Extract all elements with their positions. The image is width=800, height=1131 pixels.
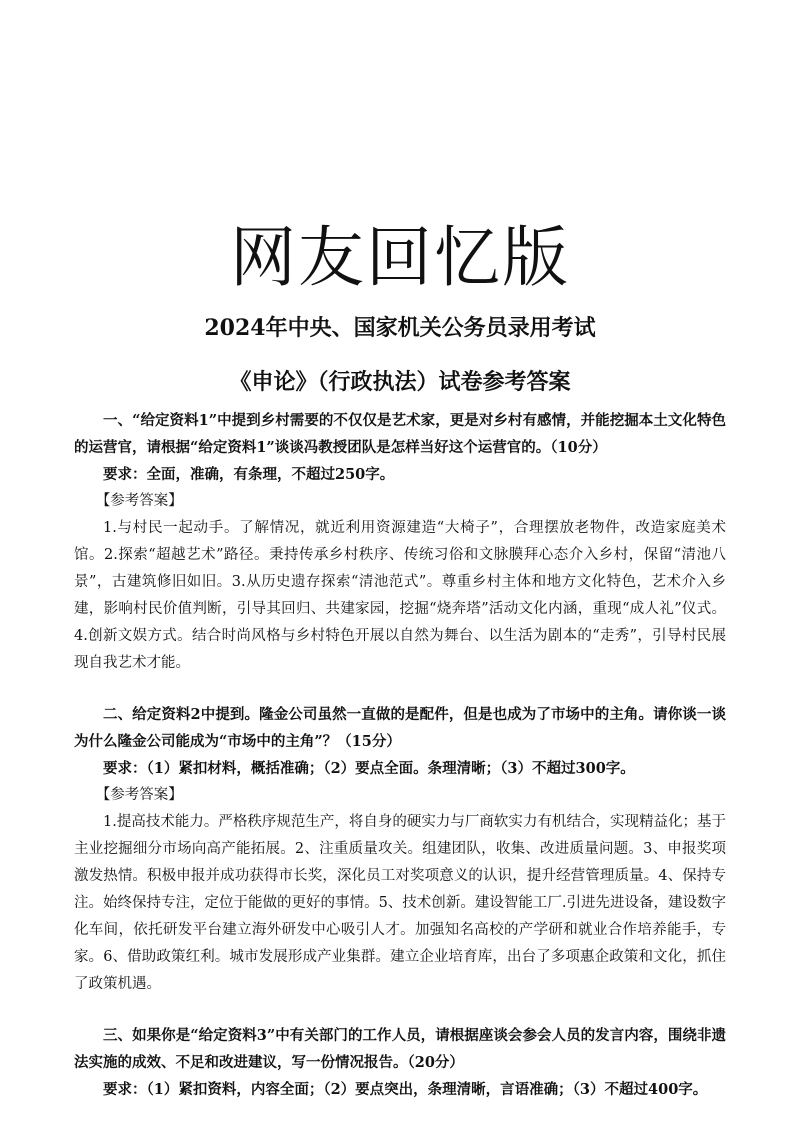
answer-label: 【参考答案】 [95,787,183,803]
question-requirement: 要求：全面，准确，有条理，不超过250字。 [103,466,395,483]
paper-title: 《申论》（行政执法）试卷参考答案 [229,369,571,395]
answer-text: 1.提高技术能力。严格秩序规范生产，将自身的硬实力与厂商软实力有机结合，实现精益化；基于主业挖掘细分市场向高产能拓展。2、注重质量攻关。组建团队，收集、改进质量问题。3、申报奖项激发热情。积极申报并成功获得市长奖，深化员工对奖项意义的认识，提升经营管理质量。4、保持专注。始终保持专注，定位于能做的更好的事情。5、技术创新。建设智能工厂.引进先进设备，建设数字化车间，依托研发平台建立海外研发中心吸引人才。加强知名高校的产学研和就业合作培养能手，专家。6、借助政策红利。城市发展形成产业集群。建立企业培育库，出台了多项惠企政策和文化，抓住了政策机遇。 [74,814,726,992]
question-block-1 [74,407,726,677]
question-text: 一、“给定资料1”中提到乡村需要的不仅仅是艺术家，更是对乡村有感情，并能挖掘本土文化特色的运营官，请根据“给定资料1”谈谈冯教授团队是怎样当好这个运营官的。（10分） [74,412,726,456]
answer-label: 【参考答案】 [95,493,183,509]
question-block-3 [74,1022,726,1103]
main-title: 网友回忆版 [230,219,570,296]
question-text: 三、如果你是“给定资料3”中有关部门的工作人员，请根据座谈会参会人员的发言内容，围绕非遗法实施的成效、不足和改进建议，写一份情况报告。（20分） [74,1027,726,1071]
question-text: 二、给定资料2中提到。隆金公司虽然一直做的是配件，但是也成为了市场中的主角。请你谈一谈为什么隆金公司能成为“市场中的主角”？（15分） [74,706,726,750]
exam-subtitle: 2024年中央、国家机关公务员录用考试 [204,315,596,341]
question-block-2 [74,701,726,998]
section-gap [74,998,726,1022]
section-gap [74,677,726,701]
document-body [74,407,726,1103]
answer-text: 1.与村民一起动手。了解情况，就近利用资源建造“大椅子”，合理摆放老物件，改造家庭美术馆。2.探索“超越艺术”路径。秉持传承乡村秩序、传统习俗和文脉膜拜心态介入乡村，保留“清池八景”，古建筑修旧如旧。3.从历史遗存探索“清池范式”。尊重乡村主体和地方文化特色，艺术介入乡建，影响村民价值判断，引导其回归、共建家园，挖掘“烧奔塔”活动文化内涵，重现“成人礼”仪式。4.创新文娱方式。结合时尚风格与乡村特色开展以自然为舞台、以生活为剧本的“走秀”，引导村民展现自我艺术才能。 [74,520,726,671]
question-requirement: 要求：（1）紧扣资料，内容全面；（2）要点突出，条理清晰，言语准确；（3）不超过400字。 [103,1081,708,1098]
question-requirement: 要求：（1）紧扣材料，概括准确；（2）要点全面。条理清晰；（3）不超过300字。 [103,760,635,777]
